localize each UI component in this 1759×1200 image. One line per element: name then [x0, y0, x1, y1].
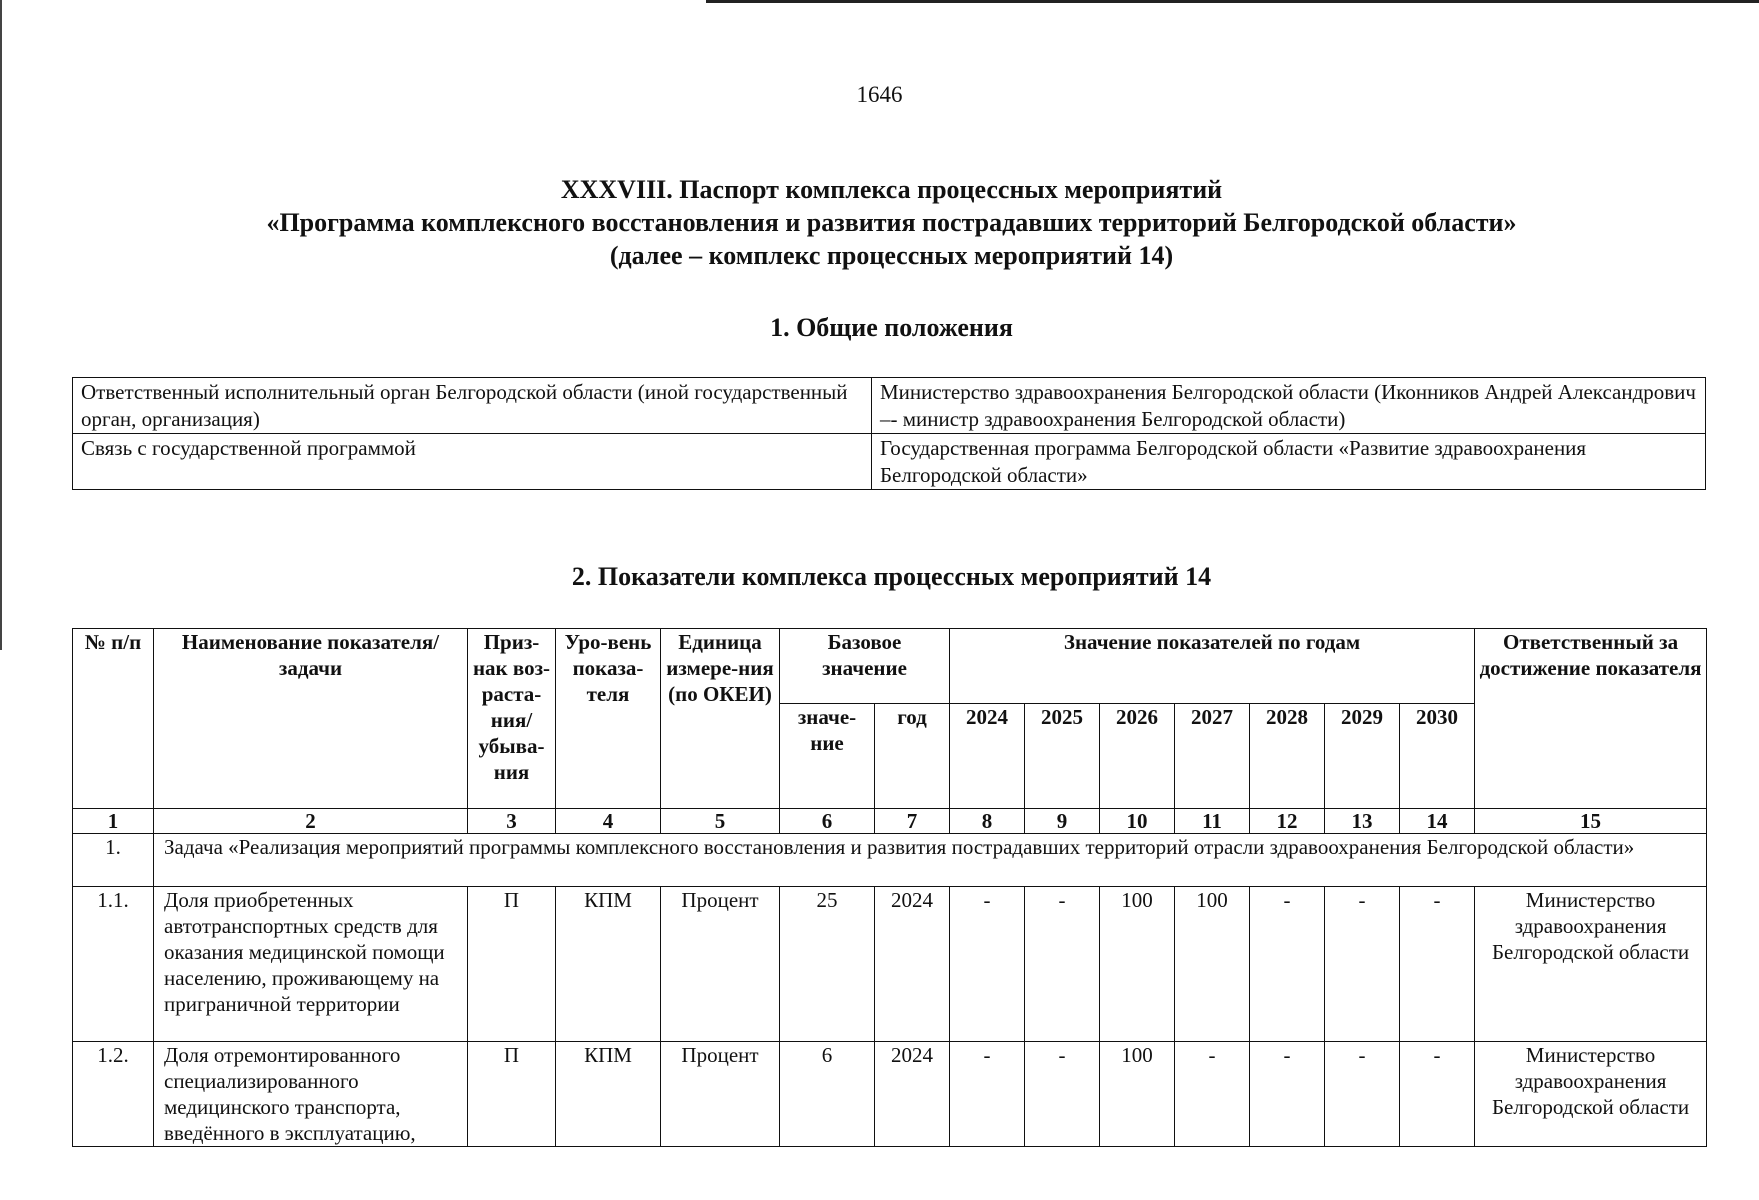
- year-value: -: [950, 887, 1025, 1042]
- year-value: 100: [1100, 1042, 1175, 1147]
- col-header-base: Базовое значение: [780, 629, 950, 704]
- table-row: [73, 434, 1706, 490]
- row-number: 1.1.: [73, 887, 154, 1042]
- col-header-responsible: Ответственный за достижение показателя: [1475, 629, 1707, 809]
- year-value: -: [1025, 1042, 1100, 1147]
- col-header-year: 2025: [1025, 704, 1100, 809]
- indicator-unit: Процент: [661, 1042, 780, 1147]
- year-value: -: [1250, 887, 1325, 1042]
- indicator-level: КПМ: [556, 887, 661, 1042]
- column-number: 15: [1475, 809, 1707, 834]
- year-value: 100: [1100, 887, 1175, 1042]
- year-value: -: [1025, 887, 1100, 1042]
- indicator-level: КПМ: [556, 1042, 661, 1147]
- task-number: 1.: [73, 834, 154, 887]
- col-header-years-group: Значение показателей по годам: [950, 629, 1475, 704]
- page-number: 1646: [856, 82, 903, 107]
- indicator-name: Доля приобретенных автотранспортных средств для оказания медицинской помощи населению, проживающему на приграничной территории: [154, 887, 468, 1042]
- table-row: [73, 378, 1706, 434]
- base-value: 6: [780, 1042, 875, 1147]
- col-header-year: 2024: [950, 704, 1025, 809]
- indicator-name: Доля отремонтированного специализированного медицинского транспорта, введённого в эксплуатацию,: [154, 1042, 468, 1147]
- year-value: -: [1175, 1042, 1250, 1147]
- column-number: 3: [468, 809, 556, 834]
- year-value: -: [950, 1042, 1025, 1147]
- base-value: 25: [780, 887, 875, 1042]
- program-link-value: Государственная программа Белгородской области «Развитие здравоохранения Белгородской области»: [872, 434, 1706, 490]
- column-numbers-row: [73, 809, 1707, 834]
- col-header-year: 2029: [1325, 704, 1400, 809]
- year-value: -: [1250, 1042, 1325, 1147]
- year-value: 100: [1175, 887, 1250, 1042]
- year-value: -: [1400, 887, 1475, 1042]
- col-header-year: 2026: [1100, 704, 1175, 809]
- column-number: 10: [1100, 809, 1175, 834]
- column-number: 11: [1175, 809, 1250, 834]
- col-header-base-value: значе-ние: [780, 704, 875, 809]
- task-text: Задача «Реализация мероприятий программы комплексного восстановления и развития пострадавших территорий отрасли здравоохранения Белгородской области»: [154, 834, 1707, 887]
- column-number: 8: [950, 809, 1025, 834]
- col-header-sign: Приз-нак воз-раста-ния/ убыва-ния: [468, 629, 556, 809]
- base-year: 2024: [875, 1042, 950, 1147]
- column-number: 4: [556, 809, 661, 834]
- responsible-body-label: Ответственный исполнительный орган Белгородской области (иной государственный орган, организация): [73, 378, 872, 434]
- col-header-unit: Единица измере-ния (по ОКЕИ): [661, 629, 780, 809]
- header-row-1: [73, 629, 1707, 704]
- section-2-heading: 2. Показатели комплекса процессных мероприятий 14: [571, 562, 1212, 591]
- title-line-2: «Программа комплексного восстановления и развития пострадавших территорий Белгородской области»: [266, 208, 1517, 237]
- table-row: [73, 887, 1707, 1042]
- column-number: 1: [73, 809, 154, 834]
- year-value: -: [1325, 1042, 1400, 1147]
- column-number: 12: [1250, 809, 1325, 834]
- indicator-sign: П: [468, 887, 556, 1042]
- column-number: 9: [1025, 809, 1100, 834]
- col-header-year: 2030: [1400, 704, 1475, 809]
- column-number: 5: [661, 809, 780, 834]
- indicator-sign: П: [468, 1042, 556, 1147]
- row-number: 1.2.: [73, 1042, 154, 1147]
- year-value: -: [1325, 887, 1400, 1042]
- responsible-body-value: Министерство здравоохранения Белгородской области (Иконников Андрей Александрович –- министр здравоохранения Белгородской области): [872, 378, 1706, 434]
- column-number: 2: [154, 809, 468, 834]
- program-link-label: Связь с государственной программой: [73, 434, 872, 490]
- general-provisions-table: [72, 377, 1706, 490]
- column-number: 7: [875, 809, 950, 834]
- table-row: [73, 1042, 1707, 1147]
- indicator-unit: Процент: [661, 887, 780, 1042]
- title-line-1: XXXVIII. Паспорт комплекса процессных мероприятий: [560, 175, 1223, 204]
- col-header-num: № п/п: [73, 629, 154, 809]
- task-row: [73, 834, 1707, 887]
- responsible: Министерство здравоохранения Белгородской области: [1475, 887, 1707, 1042]
- title-line-3: (далее – комплекс процессных мероприятий 14): [609, 241, 1174, 270]
- scan-edge-top: [706, 0, 1759, 3]
- section-1-heading: 1. Общие положения: [770, 313, 1013, 342]
- document-title: [0, 173, 1759, 272]
- column-number: 6: [780, 809, 875, 834]
- indicators-table: [72, 628, 1707, 1147]
- base-year: 2024: [875, 887, 950, 1042]
- col-header-year: 2028: [1250, 704, 1325, 809]
- col-header-year: 2027: [1175, 704, 1250, 809]
- column-number: 13: [1325, 809, 1400, 834]
- year-value: -: [1400, 1042, 1475, 1147]
- col-header-name: Наименование показателя/ задачи: [154, 629, 468, 809]
- column-number: 14: [1400, 809, 1475, 834]
- responsible: Министерство здравоохранения Белгородской области: [1475, 1042, 1707, 1147]
- col-header-level: Уро-вень показа-теля: [556, 629, 661, 809]
- col-header-base-year: год: [875, 704, 950, 809]
